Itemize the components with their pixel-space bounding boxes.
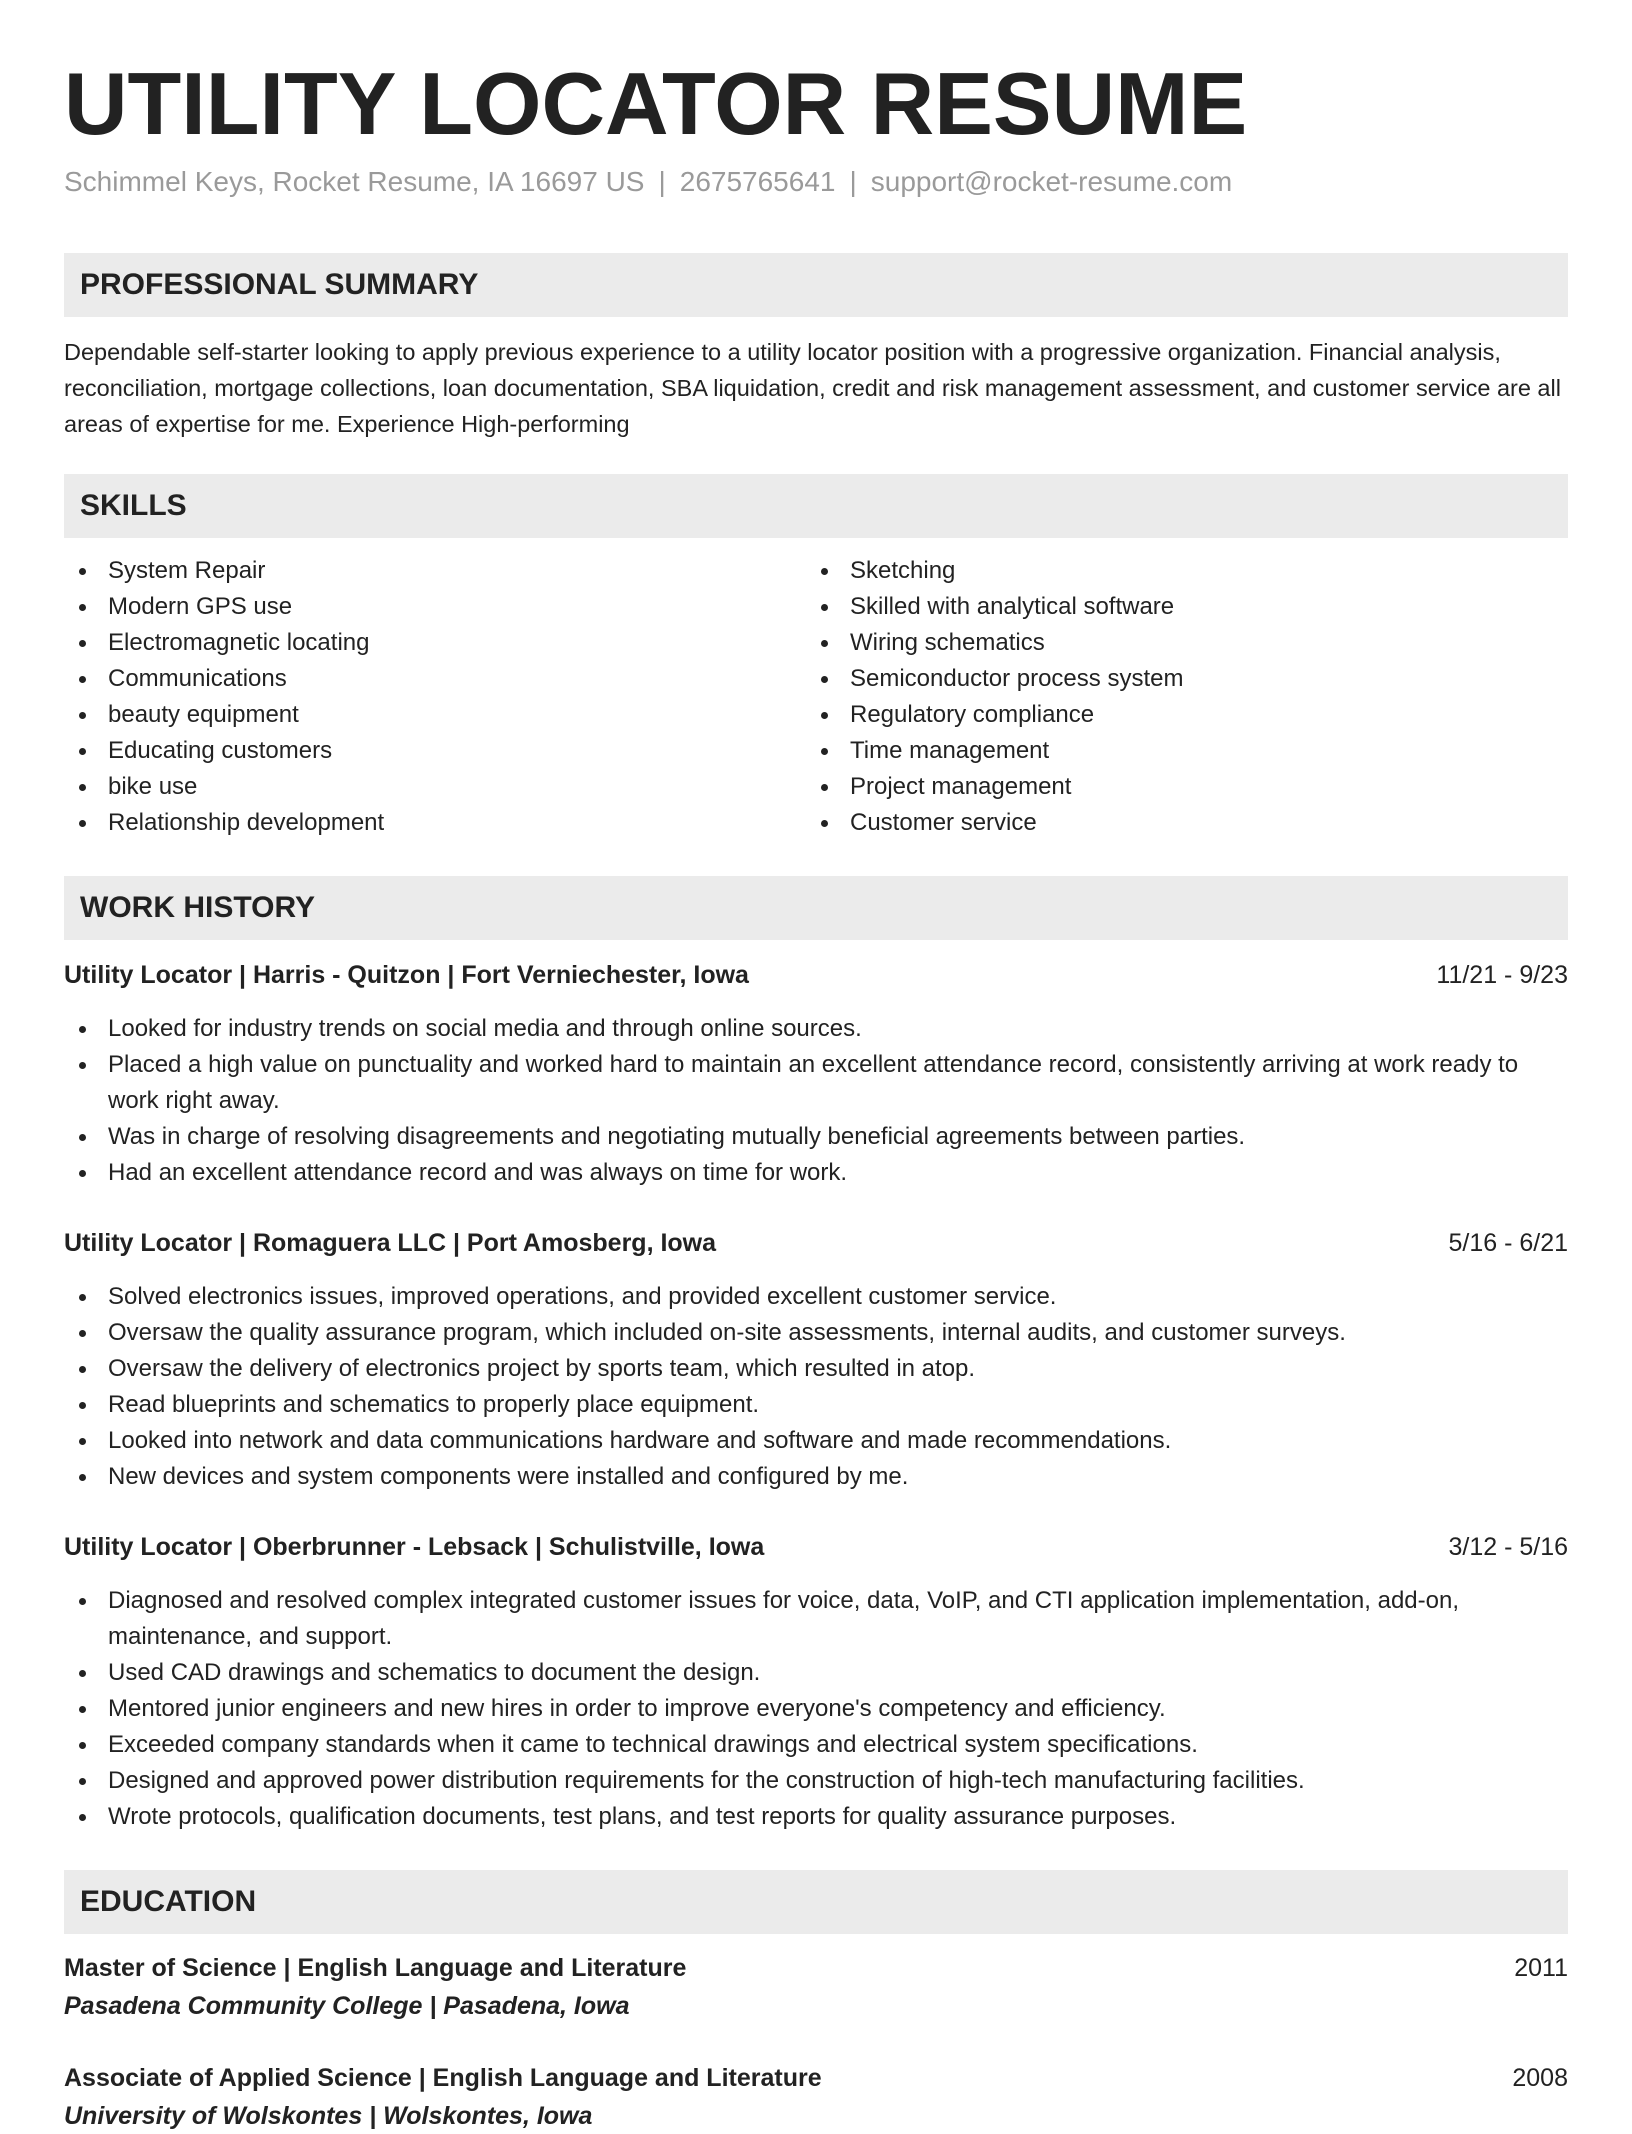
skill-item: beauty equipment — [64, 697, 764, 733]
summary-text: Dependable self-starter looking to apply previous experience to a utility locator position with a progressive organization. Financial analysis, reconciliation, mortgage collections, loan documentation, SBA liquidation, credit and risk management assessment, and customer service are all areas of expertise for me. Experience High-performing — [64, 339, 1561, 437]
skill-item: Electromagnetic locating — [64, 625, 764, 661]
job-duty-item: Placed a high value on punctuality and worked hard to maintain an excellent attendance record, consistently arriving at work ready to work right away. — [64, 1047, 1568, 1119]
skill-item: Semiconductor process system — [806, 661, 1506, 697]
section-title-work-history: WORK HISTORY — [80, 891, 316, 924]
skill-item: Wiring schematics — [806, 625, 1506, 661]
skill-item: Modern GPS use — [64, 589, 764, 625]
skill-item: Time management — [806, 733, 1506, 769]
skill-item: bike use — [64, 769, 764, 805]
contact-separator: | — [658, 166, 666, 197]
skill-item: Customer service — [806, 805, 1506, 841]
skill-item: System Repair — [64, 553, 764, 589]
skills-column-left — [64, 553, 764, 841]
job-heading — [64, 957, 1568, 993]
education-year: 2011 — [1514, 1954, 1568, 1982]
job-duty-item: Oversaw the delivery of electronics project by sports team, which resulted in atop. — [64, 1351, 1568, 1387]
job-duty-item: Mentored junior engineers and new hires in order to improve everyone's competency and efficiency. — [64, 1691, 1568, 1727]
contact-separator: | — [849, 166, 857, 197]
job-duty-item: Solved electronics issues, improved operations, and provided excellent customer service. — [64, 1279, 1568, 1315]
job-duties — [64, 1583, 1568, 1835]
section-title-summary: PROFESSIONAL SUMMARY — [80, 268, 479, 301]
skill-item: Sketching — [806, 553, 1506, 589]
job-duty-item: Diagnosed and resolved complex integrated customer issues for voice, data, VoIP, and CTI application implementation, add-on, maintenance, and support. — [64, 1583, 1568, 1655]
section-title-skills: SKILLS — [80, 489, 187, 522]
skill-item: Regulatory compliance — [806, 697, 1506, 733]
skill-item: Communications — [64, 661, 764, 697]
section-header-summary — [64, 253, 1568, 317]
education-heading — [64, 2060, 1568, 2096]
contact-address: Schimmel Keys, Rocket Resume, IA 16697 US — [64, 166, 645, 197]
job-title: Utility Locator | Oberbrunner - Lebsack | Schulistville, Iowa — [64, 1533, 765, 1561]
education-degree: Master of Science | English Language and Literature — [64, 1954, 687, 1982]
education-heading — [64, 1950, 1568, 1986]
job-duties — [64, 1011, 1568, 1191]
skill-item: Project management — [806, 769, 1506, 805]
page-title: UTILITY LOCATOR RESUME — [64, 54, 1248, 153]
job-title: Utility Locator | Harris - Quitzon | Fort Verniechester, Iowa — [64, 961, 749, 989]
job-duty-item: Designed and approved power distribution requirements for the construction of high-tech manufacturing facilities. — [64, 1763, 1568, 1799]
job-duty-item: Looked for industry trends on social media and through online sources. — [64, 1011, 1568, 1047]
skills-list-right — [806, 553, 1506, 841]
education-degree: Associate of Applied Science | English Language and Literature — [64, 2064, 822, 2092]
skills-list-left — [64, 553, 764, 841]
section-title-education: EDUCATION — [80, 1885, 257, 1918]
job-dates: 5/16 - 6/21 — [1448, 1229, 1568, 1257]
section-header-skills — [64, 474, 1568, 538]
skill-item: Skilled with analytical software — [806, 589, 1506, 625]
section-header-work-history — [64, 876, 1568, 940]
skill-item: Educating customers — [64, 733, 764, 769]
job-heading — [64, 1529, 1568, 1565]
job-duty-item: Oversaw the quality assurance program, which included on-site assessments, internal audits, and customer surveys. — [64, 1315, 1568, 1351]
skills-column-right — [806, 553, 1506, 841]
education-school: Pasadena Community College | Pasadena, Iowa — [64, 1992, 630, 2020]
section-header-education — [64, 1870, 1568, 1934]
job-dates: 3/12 - 5/16 — [1448, 1533, 1568, 1561]
education-school: University of Wolskontes | Wolskontes, Iowa — [64, 2102, 593, 2130]
job-dates: 11/21 - 9/23 — [1436, 961, 1568, 989]
job-title: Utility Locator | Romaguera LLC | Port Amosberg, Iowa — [64, 1229, 717, 1257]
job-duty-item: Was in charge of resolving disagreements and negotiating mutually beneficial agreements between parties. — [64, 1119, 1568, 1155]
job-duty-item: Looked into network and data communications hardware and software and made recommendations. — [64, 1423, 1568, 1459]
job-duty-item: Used CAD drawings and schematics to document the design. — [64, 1655, 1568, 1691]
job-duty-item: Read blueprints and schematics to properly place equipment. — [64, 1387, 1568, 1423]
job-duty-item: New devices and system components were installed and configured by me. — [64, 1459, 1568, 1495]
job-heading — [64, 1225, 1568, 1261]
contact-email: support@rocket-resume.com — [870, 166, 1233, 197]
education-year: 2008 — [1512, 2064, 1568, 2092]
contact-phone: 2675765641 — [679, 166, 836, 197]
contact-line — [64, 162, 1232, 202]
job-duties — [64, 1279, 1568, 1495]
job-duty-item: Exceeded company standards when it came to technical drawings and electrical system specifications. — [64, 1727, 1568, 1763]
job-duty-item: Had an excellent attendance record and was always on time for work. — [64, 1155, 1568, 1191]
job-duty-item: Wrote protocols, qualification documents, test plans, and test reports for quality assurance purposes. — [64, 1799, 1568, 1835]
skill-item: Relationship development — [64, 805, 764, 841]
